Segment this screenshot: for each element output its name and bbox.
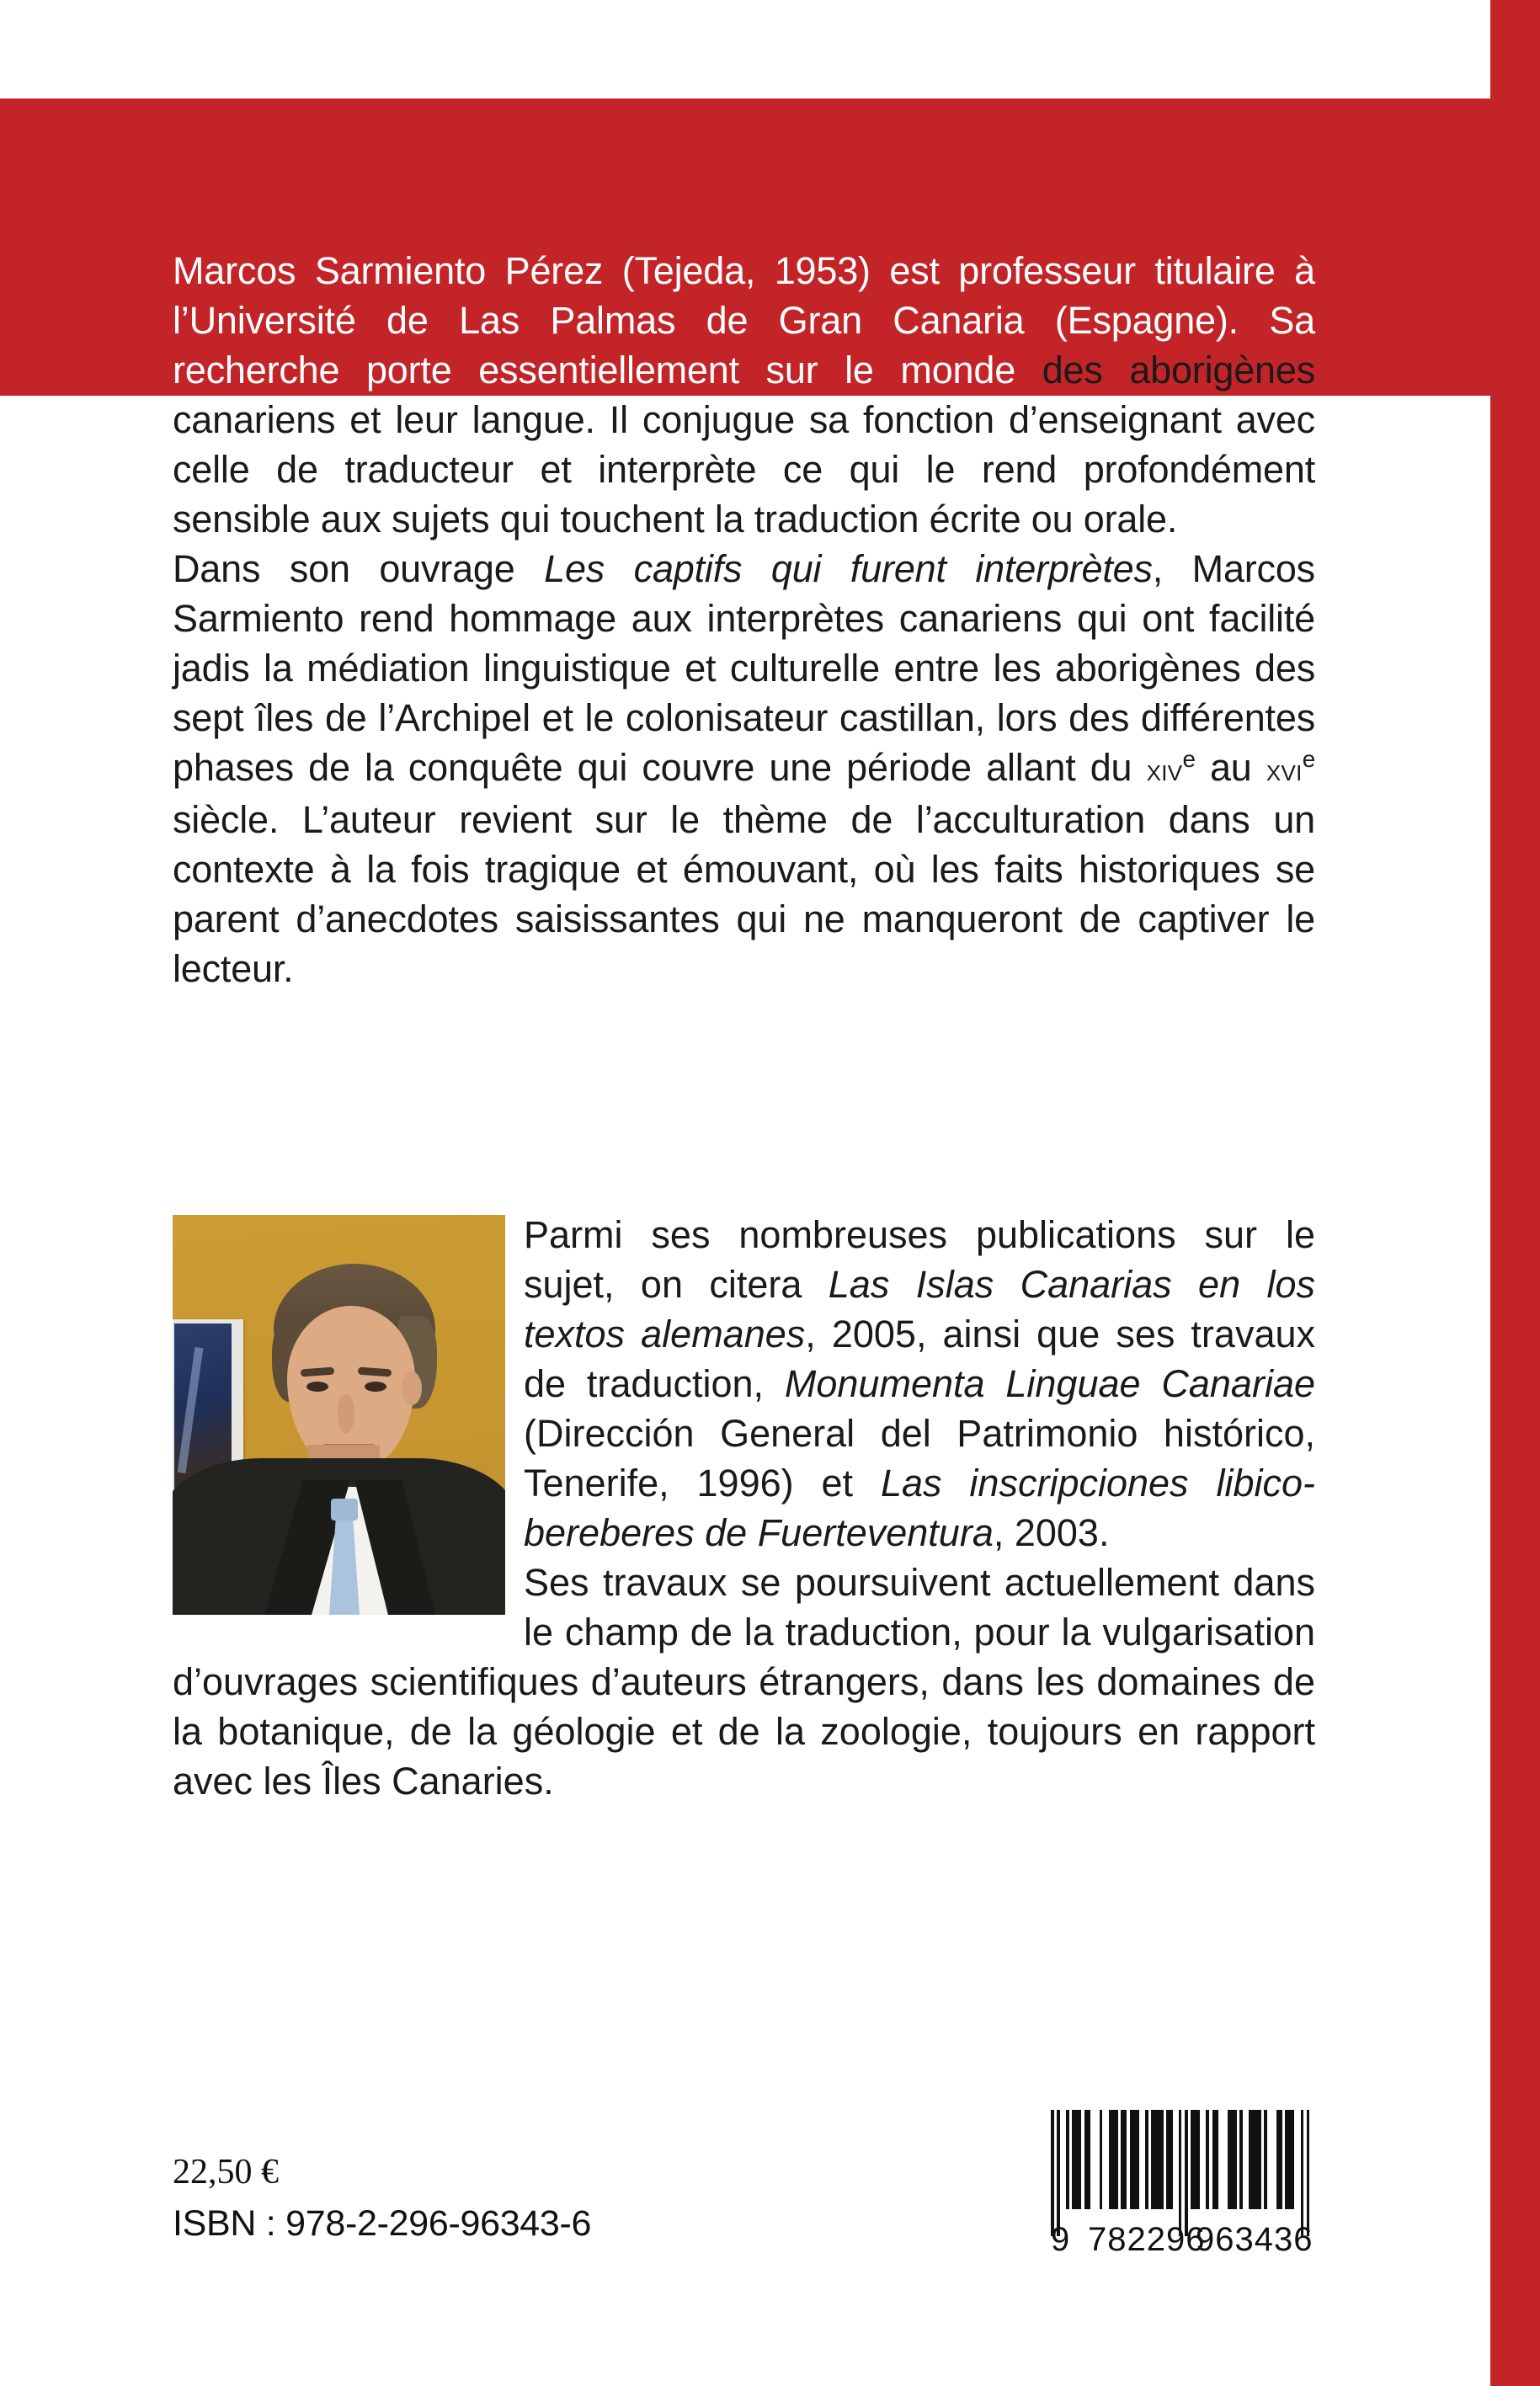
- barcode-bar: [1239, 2110, 1243, 2209]
- barcode-space: [1294, 2110, 1300, 2111]
- barcode-bar: [1285, 2110, 1294, 2209]
- barcode-bar: [1145, 2110, 1148, 2209]
- barcode-bar: [1100, 2110, 1103, 2209]
- bio-p1-segment-a: Parmi ses nombreuses publications sur le sujet, on citera: [524, 1213, 1315, 1306]
- portrait-tie-knot: [331, 1499, 358, 1521]
- blurb-p2-segment-d: siècle. L’auteur revient sur le thème de l’acculturation dans un contexte à la fois tragique et émouvant, où les faits historiques se parent d’anecdotes saisissantes qui ne manqueront de captiver le lecteur.: [173, 798, 1315, 990]
- portrait-ear: [402, 1371, 422, 1405]
- barcode-bar: [1179, 2110, 1182, 2236]
- barcode-digits-right-group: 963436: [1196, 2221, 1314, 2258]
- blurb-p2-segment-a: Dans son ouvrage: [173, 547, 545, 590]
- book-title-italic: Les captifs qui furent interprètes: [544, 547, 1153, 590]
- barcode-space: [1102, 2110, 1108, 2111]
- cited-work-three: Las inscripciones libico-bereberes de Fuerteventura: [524, 1462, 1315, 1554]
- barcode-bar: [1206, 2110, 1209, 2209]
- century-from-ordinal: e: [1182, 746, 1196, 772]
- barcode-bar: [1301, 2110, 1304, 2236]
- barcode-bar: [1109, 2110, 1118, 2209]
- barcode-bar: [1249, 2110, 1260, 2209]
- blurb-lead-on-white: des aborigènes canariens et leur langue. Il conjugue sa fonction d’enseignant avec celle de traducteur et interprète ce qui le rend profondément sensible aux sujets qui touchent la traduction écrite ou orale.: [173, 349, 1315, 541]
- century-to-ordinal: e: [1302, 746, 1315, 772]
- barcode-bar: [1228, 2110, 1237, 2209]
- cited-work-one: Las Islas Canarias en los textos alemanes: [524, 1263, 1315, 1355]
- price-label: 22,50 €: [173, 2153, 279, 2192]
- portrait-eye-right: [365, 1382, 386, 1392]
- barcode-bars: [1051, 2110, 1310, 2236]
- blurb-paragraph-two: [173, 544, 1315, 993]
- isbn-label: ISBN : 978-2-296-96343-6: [173, 2203, 592, 2244]
- bio-p1-segment-d: , 2003.: [993, 1511, 1110, 1554]
- barcode-space: [1139, 2110, 1145, 2111]
- barcode-bar: [1185, 2110, 1188, 2236]
- barcode-space: [1060, 2110, 1066, 2111]
- barcode-space: [1200, 2110, 1206, 2111]
- barcode-digits-left-group: 782296: [1088, 2221, 1206, 2258]
- portrait-eye-left: [306, 1382, 328, 1392]
- barcode-bar: [1121, 2110, 1127, 2209]
- ean13-barcode: [1051, 2110, 1314, 2271]
- barcode-space: [1243, 2110, 1249, 2111]
- barcode-space: [1090, 2110, 1100, 2111]
- barcode-bar: [1072, 2110, 1081, 2209]
- spine-red-strip: [1490, 0, 1540, 2386]
- barcode-bar: [1051, 2110, 1054, 2236]
- bio-p1-segment-b: , 2005, ainsi que ses travaux de traduction,: [524, 1313, 1315, 1405]
- barcode-bar: [1084, 2110, 1090, 2209]
- century-to-numeral: xvi: [1266, 753, 1303, 787]
- barcode-bar: [1057, 2110, 1060, 2236]
- barcode-bar: [1307, 2110, 1310, 2236]
- barcode-digits: [1051, 2221, 1314, 2258]
- century-from-numeral: xiv: [1146, 753, 1183, 787]
- blurb-text-block: [173, 246, 1315, 993]
- barcode-space: [1267, 2110, 1276, 2111]
- blurb-p2-segment-b: , Marcos Sarmiento rend hommage aux interprètes canariens qui ont facilité jadis la médiation linguistique et culturelle entre les aborigènes des sept îles de l’Archipel et le colonisateur castillan, lors des différentes phases de la conquête qui couvre une période allant du: [173, 547, 1315, 789]
- barcode-space: [1218, 2110, 1228, 2111]
- blurb-p2-segment-c: au: [1195, 746, 1266, 789]
- barcode-bar: [1212, 2110, 1218, 2209]
- bio-p1-segment-c: (Dirección General del Patrimonio histórico, Tenerife, 1996) et: [524, 1412, 1315, 1505]
- cited-work-two: Monumenta Linguae Canariae: [784, 1362, 1315, 1405]
- bio-text-block: [173, 1210, 1315, 1806]
- barcode-bar: [1130, 2110, 1139, 2209]
- photo-framed-picture-highlight: [178, 1347, 204, 1473]
- barcode-bar: [1276, 2110, 1282, 2209]
- blurb-lead-on-red: Marcos Sarmiento Pérez (Tejeda, 1953) est professeur titulaire à l’Université de Las Palmas de Gran Canaria (Espagne). Sa recherche porte essentiellement sur le monde: [173, 249, 1315, 391]
- barcode-digit-first: 9: [1051, 2221, 1071, 2258]
- barcode-bar: [1066, 2110, 1069, 2209]
- barcode-bar: [1191, 2110, 1200, 2209]
- bio-paragraph-two: Ses travaux se poursuivent actuellement dans le champ de la traduction, pour la vulgarisation d’ouvrages scientifiques d’auteurs étrangers, dans les domaines de la botanique, de la géologie et de la zoologie, toujours en rapport avec les Îles Canaries.: [173, 1561, 1315, 1803]
- barcode-bar: [1264, 2110, 1267, 2209]
- blurb-paragraph-lead: [173, 246, 1315, 544]
- portrait-nose: [338, 1395, 354, 1434]
- author-photo: [173, 1215, 505, 1615]
- barcode-bar: [1151, 2110, 1163, 2209]
- barcode-space: [1173, 2110, 1179, 2111]
- barcode-bar: [1166, 2110, 1172, 2209]
